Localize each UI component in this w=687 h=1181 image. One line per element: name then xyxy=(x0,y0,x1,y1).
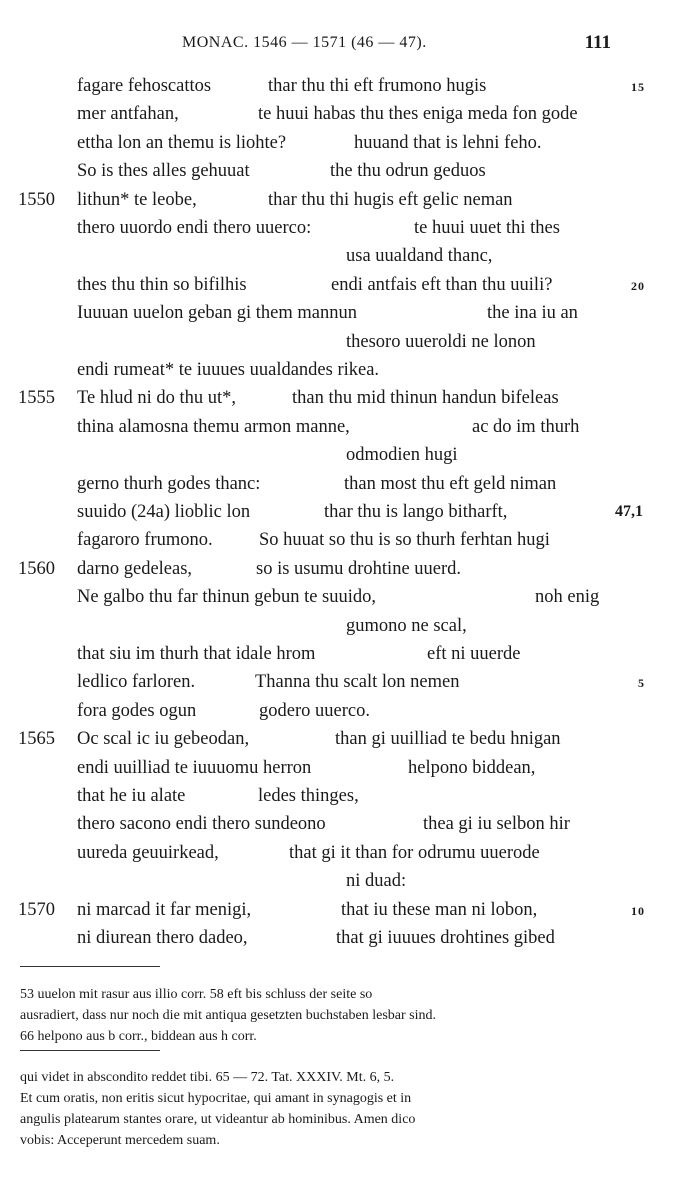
verse-line xyxy=(0,275,687,303)
first-half-line: thero sacono endi thero sundeono xyxy=(77,814,326,835)
first-half-line: So is thes alles gehuuat xyxy=(77,161,250,182)
line-number: 1570 xyxy=(18,899,55,920)
verse-line xyxy=(0,559,687,587)
first-half-line: ettha lon an themu is liohte? xyxy=(77,132,287,153)
second-half-line: that iu these man ni lobon, xyxy=(341,899,538,920)
line-number: 1565 xyxy=(18,729,55,750)
verse-line xyxy=(0,900,687,928)
verse-line xyxy=(0,76,687,104)
second-half-line: gumono ne scal, xyxy=(346,615,467,636)
margin-reference: 5 xyxy=(638,676,645,691)
verse-line xyxy=(0,758,687,786)
footnote-divider xyxy=(20,1050,160,1051)
source-note-line: qui videt in abscondito reddet tibi. 65 — 72. Tat. XXXIV. Mt. 6, 5. xyxy=(20,1070,395,1085)
second-half-line: te huui uuet thi thes xyxy=(414,218,560,238)
first-half-line: darno gedeleas, xyxy=(77,558,193,579)
second-half-line: te huui habas thu thes eniga meda fon gode xyxy=(258,104,578,125)
second-half-line: ledes thinges, xyxy=(258,786,359,806)
critical-apparatus xyxy=(20,984,620,1047)
first-half-line: ni diurean thero dadeo, xyxy=(77,928,248,948)
margin-reference: 10 xyxy=(631,903,645,918)
second-half-line: endi antfais eft than thu uuili? xyxy=(331,274,553,295)
verse-line xyxy=(0,814,687,842)
first-half-line: Ne galbo thu far thinun gebun te suuido, xyxy=(77,587,377,608)
first-half-line: thes thu thin so bifilhis xyxy=(77,274,247,295)
line-number: 1560 xyxy=(18,558,55,579)
verse-line xyxy=(0,530,687,558)
verse-line xyxy=(0,218,687,246)
second-half-line: thea gi iu selbon hir xyxy=(423,814,570,835)
first-half-line: uureda geuuirkead, xyxy=(77,842,219,863)
apparatus-line: 53 uuelon mit rasur aus illio corr. 58 eft bis schluss der seite so xyxy=(20,987,373,1002)
second-half-line: Thanna thu scalt lon nemen xyxy=(255,672,460,693)
margin-reference: 47,1 xyxy=(615,503,643,520)
source-note-line: Et cum oratis, non eritis sicut hypocritae, qui amant in synagogis et in xyxy=(20,1091,412,1106)
apparatus-line: 66 helpono aus b corr., biddean aus h corr. xyxy=(20,1029,257,1044)
first-half-line: fora godes ogun xyxy=(77,700,197,721)
first-half-line: endi rumeat* te iuuues uualdandes rikea. xyxy=(77,360,380,380)
verse-line xyxy=(0,644,687,672)
first-half-line: thero uuordo endi thero uuerco: xyxy=(77,218,312,238)
line-number: 1555 xyxy=(18,388,55,409)
second-half-line: huuand that is lehni feho. xyxy=(354,132,542,153)
line-number: 1550 xyxy=(18,189,55,210)
verse-line xyxy=(0,360,687,388)
margin-reference: 15 xyxy=(631,80,645,94)
verse-line xyxy=(0,474,687,502)
second-half-line: usa uualdand thanc, xyxy=(346,246,493,267)
first-half-line: ledlico farloren. xyxy=(77,672,196,693)
second-half-line: thesoro uueroldi ne lonon xyxy=(346,331,536,352)
running-head: MONAC. 1546 — 1571 (46 — 47). xyxy=(182,34,427,51)
verse-line xyxy=(0,843,687,871)
second-half-line: that gi iuuues drohtines gibed xyxy=(336,928,555,948)
verse-line xyxy=(0,133,687,161)
first-half-line: fagaroro frumono. xyxy=(77,530,213,551)
page-header xyxy=(0,34,687,58)
second-half-line: odmodien hugi xyxy=(346,445,458,466)
second-half-line: than thu mid thinun handun bifeleas xyxy=(292,388,559,409)
first-half-line: endi uuilliad te iuuuomu herron xyxy=(77,757,312,778)
second-half-line: noh enig xyxy=(535,587,600,608)
first-half-line: fagare fehoscattos xyxy=(77,76,212,96)
margin-reference: 20 xyxy=(631,278,645,293)
second-half-line: thar thu is lango bitharft, xyxy=(324,502,508,522)
verse-line xyxy=(0,445,687,473)
second-half-line: the thu odrun geduos xyxy=(330,161,486,182)
first-half-line: that he iu alate xyxy=(77,786,186,806)
first-half-line: Oc scal ic iu gebeodan, xyxy=(77,729,250,750)
second-half-line: than most thu eft geld niman xyxy=(344,473,557,494)
second-half-line: so is usumu drohtine uuerd. xyxy=(256,558,462,579)
verse-line xyxy=(0,587,687,615)
page-number: 111 xyxy=(584,32,611,53)
source-note-line: vobis: Acceperunt mercedem suam. xyxy=(20,1133,220,1148)
verse-line xyxy=(0,672,687,700)
verse-line xyxy=(0,701,687,729)
second-half-line: thar thu thi hugis eft gelic neman xyxy=(268,189,513,210)
verse-line xyxy=(0,104,687,132)
second-half-line: eft ni uuerde xyxy=(427,644,521,664)
verse-line xyxy=(0,332,687,360)
verse-line xyxy=(0,190,687,218)
verse-line xyxy=(0,303,687,331)
footnote-divider xyxy=(20,966,160,967)
second-half-line: ac do im thurh xyxy=(472,416,580,437)
first-half-line: gerno thurh godes thanc: xyxy=(77,473,261,494)
verse-line xyxy=(0,729,687,757)
second-half-line: helpono biddean, xyxy=(408,757,536,778)
verse-line xyxy=(0,616,687,644)
second-half-line: godero uuerco. xyxy=(259,700,370,721)
second-half-line: thar thu thi eft frumono hugis xyxy=(268,76,487,96)
first-half-line: that siu im thurh that idale hrom xyxy=(77,644,316,664)
second-half-line: So huuat so thu is so thurh ferhtan hugi xyxy=(259,530,550,551)
first-half-line: Te hlud ni do thu ut*, xyxy=(77,388,237,409)
first-half-line: thina alamosna themu armon manne, xyxy=(77,416,350,437)
first-half-line: lithun* te leobe, xyxy=(77,189,197,210)
verse-line xyxy=(0,161,687,189)
first-half-line: mer antfahan, xyxy=(77,104,179,125)
second-half-line: the ina iu an xyxy=(487,303,578,324)
apparatus-line: ausradiert, dass nur noch die mit antiqua gesetzten buchstaben lesbar sind. xyxy=(20,1008,436,1023)
verse-line xyxy=(0,786,687,814)
second-half-line: ni duad: xyxy=(346,871,407,892)
second-half-line: than gi uuilliad te bedu hnigan xyxy=(335,729,561,750)
verse-line xyxy=(0,417,687,445)
verse-line xyxy=(0,502,687,530)
first-half-line: ni marcad it far menigi, xyxy=(77,899,252,920)
verse-line xyxy=(0,871,687,899)
verse-line xyxy=(0,388,687,416)
verse-line xyxy=(0,246,687,274)
verse-line xyxy=(0,928,687,956)
first-half-line: suuido (24a) lioblic lon xyxy=(77,502,251,522)
source-notes xyxy=(20,1067,620,1151)
first-half-line: Iuuuan uuelon geban gi them mannun xyxy=(77,303,358,324)
source-note-line: angulis platearum stantes orare, ut videantur ab hominibus. Amen dico xyxy=(20,1112,416,1127)
second-half-line: that gi it than for odrumu uuerode xyxy=(289,842,540,863)
